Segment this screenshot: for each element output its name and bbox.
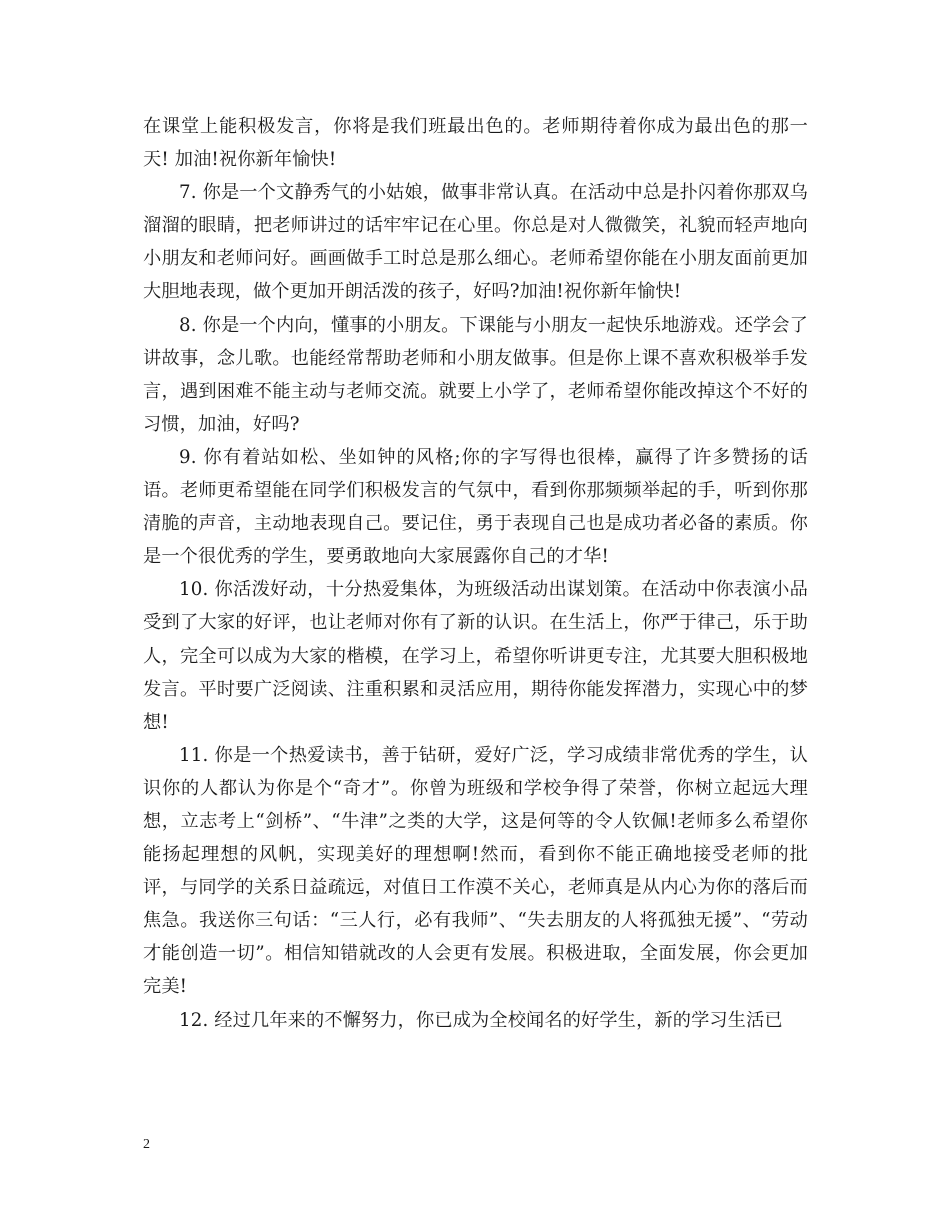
paragraph-7: 7. 你是一个文静秀气的小姑娘，做事非常认真。在活动中总是扑闪着你那双乌溜溜的眼睛，把老师讲过的话牢牢记在心里。你总是对人微微笑，礼貌而轻声地向小朋友和老师问好。画画做手工时总是那么细心。老师希望你能在小朋友面前更加大胆地表现，做个更加开朗活泼的孩子，好吗?加油!祝你新年愉快! (143, 182, 808, 303)
document-body (143, 110, 808, 1037)
paragraph-12: 12. 经过几年来的不懈努力，你已成为全校闻名的好学生，新的学习生活已 (179, 1009, 783, 1031)
paragraph-continued: 在课堂上能积极发言，你将是我们班最出色的。老师期待着你成为最出色的那一天! 加油!祝你新年愉快! (143, 116, 808, 171)
paragraph-8: 8. 你是一个内向，懂事的小朋友。下课能与小朋友一起快乐地游戏。还学会了讲故事，念儿歌。也能经常帮助老师和小朋友做事。但是你上课不喜欢积极举手发言，遇到困难不能主动与老师交流。就要上小学了，老师希望你能改掉这个不好的习惯，加油，好吗? (143, 314, 808, 435)
page-number: 2 (143, 1137, 150, 1152)
paragraph-9: 9. 你有着站如松、坐如钟的风格;你的字写得也很棒，赢得了许多赞扬的话语。老师更希望能在同学们积极发言的气氛中，看到你那频频举起的手，听到你那清脆的声音，主动地表现自己。要记住，勇于表现自己也是成功者必备的素质。你是一个很优秀的学生，要勇敢地向大家展露你自己的才华! (143, 446, 808, 568)
paragraph-11: 11. 你是一个热爱读书，善于钻研，爱好广泛，学习成绩非常优秀的学生，认识你的人都认为你是个“奇才”。你曾为班级和学校争得了荣誉，你树立起远大理想，立志考上“剑桥”、“牛津”之类的大学，这是何等的令人钦佩!老师多么希望你能扬起理想的风帆，实现美好的理想啊!然而，看到你不能正确地接受老师的批评，与同学的关系日益疏远，对值日工作漠不关心，老师真是从内心为你的落后而焦急。我送你三句话：“三人行，必有我师”、“失去朋友的人将孤独无援”、“劳动才能创造一切”。相信知错就改的人会更有发展。积极进取，全面发展，你会更加完美! (143, 744, 808, 998)
paragraph-10: 10. 你活泼好动，十分热爱集体，为班级活动出谋划策。在活动中你表演小品受到了大家的好评，也让老师对你有了新的认识。在生活上，你严于律己，乐于助人，完全可以成为大家的楷模，在学习上，希望你听讲更专注，尤其要大胆积极地发言。平时要广泛阅读、注重积累和灵活应用，期待你能发挥潜力，实现心中的梦想! (143, 579, 808, 733)
